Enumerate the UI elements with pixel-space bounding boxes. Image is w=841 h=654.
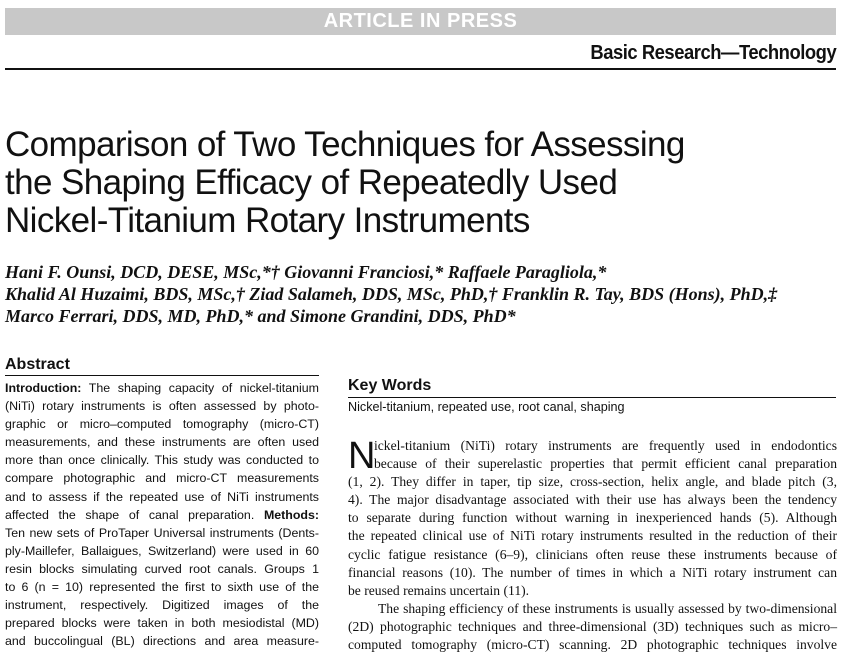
abstract-line: instrument, respectively. Digitized images of the bbox=[5, 598, 319, 613]
abstract-line: to 6 (n = 10) represented the first to sixth use of the bbox=[5, 580, 319, 595]
abstract-line: and to assess if the repeated use of NiTi instruments bbox=[5, 489, 319, 504]
abstract-body bbox=[5, 379, 319, 650]
abstract-line: Introduction: The shaping capacity of nickel-titanium bbox=[5, 381, 319, 395]
article-title bbox=[5, 126, 705, 240]
body-line: 4). The major disadvantage associated with their use has always been the tendency bbox=[348, 492, 837, 508]
abstract-line: graphic or micro–computed tomography (micro-CT) bbox=[5, 417, 319, 432]
body-line: ickel-titanium (NiTi) rotary instruments are frequently used in endodontics bbox=[374, 438, 837, 453]
abstract-line: affected the shape of canal preparation. Methods: bbox=[5, 507, 319, 522]
body-line: computed tomography (micro-CT) scanning. 2D photographic techniques involve bbox=[348, 637, 837, 653]
body-line: cyclic fatigue resistance (6–9), clinicians often reuse these instruments because of bbox=[348, 546, 837, 562]
author-line: Marco Ferrari, DDS, MD, PhD,* and Simone Grandini, DDS, PhD* bbox=[5, 306, 516, 326]
section-label: Basic Research—Technology bbox=[590, 42, 836, 64]
body-line: to separate during function without warning in inexperienced hands (5). Although bbox=[348, 510, 837, 526]
author-line: Khalid Al Huzaimi, BDS, MSc,† Ziad Salameh, DDS, MSc, PhD,† Franklin R. Tay, BDS (Hons), PhD,‡ bbox=[5, 284, 778, 304]
methods-label: Methods: bbox=[263, 507, 319, 522]
body-line: be reused remains uncertain (11). bbox=[348, 582, 530, 598]
abstract-line: compare photographic and micro-CT measurements bbox=[5, 471, 319, 486]
abstract-line: more than once clinically. This study was conducted to bbox=[5, 453, 319, 468]
article-in-press-banner: ARTICLE IN PRESS bbox=[5, 8, 836, 35]
abstract-heading: Abstract bbox=[5, 356, 70, 373]
abstract-line: and buccolingual (BL) directions and area measure- bbox=[5, 634, 319, 649]
abstract-rule bbox=[5, 375, 319, 376]
header-rule bbox=[5, 68, 836, 70]
keywords-rule bbox=[348, 397, 836, 398]
abstract-line: resin blocks simulating curved root canals. Groups 1 bbox=[5, 561, 319, 576]
body-line: financial reasons (10). The number of times in which a NiTi rotary instrument can bbox=[348, 564, 837, 580]
body-line: (2D) photographic techniques and three-dimensional (3D) techniques such as micro– bbox=[348, 618, 837, 634]
drop-cap: N bbox=[348, 435, 376, 477]
abstract-line: prepared blocks were taken in both mesiodistal (MD) bbox=[5, 616, 319, 631]
keywords-text: Nickel-titanium, repeated use, root canal, shaping bbox=[348, 400, 625, 414]
title-line: Nickel-Titanium Rotary Instruments bbox=[5, 201, 530, 240]
abstract-line: measurements, and these instruments are often used bbox=[5, 435, 319, 450]
title-line: the Shaping Efficacy of Repeatedly Used bbox=[5, 163, 618, 202]
intro-label: Introduction: bbox=[5, 381, 82, 395]
body-text bbox=[348, 437, 837, 654]
abstract-line: ply-Maillefer, Ballaigues, Switzerland) were used in 60 bbox=[5, 543, 319, 558]
body-line: (1, 2). They differ in taper, tip size, cross-section, helix angle, and blade pitch (3, bbox=[348, 474, 837, 490]
body-line: The shaping efficiency of these instruments is usually assessed by two-dimensional bbox=[378, 600, 837, 616]
abstract-line: (NiTi) rotary instruments is often assessed by photo- bbox=[5, 399, 319, 414]
author-line: Hani F. Ounsi, DCD, DESE, MSc,*† Giovanni Franciosi,* Raffaele Paragliola,* bbox=[5, 262, 607, 282]
abstract-line: Ten new sets of ProTaper Universal instruments (Dents- bbox=[5, 525, 319, 540]
author-list bbox=[5, 261, 841, 327]
body-line: because of their superelastic properties that permit efficient canal preparation bbox=[374, 456, 837, 472]
keywords-heading: Key Words bbox=[348, 377, 432, 394]
body-line: the repeated clinical use of NiTi rotary instruments resulted in the reduction of their bbox=[348, 528, 837, 544]
title-line: Comparison of Two Techniques for Assessing bbox=[5, 125, 685, 164]
